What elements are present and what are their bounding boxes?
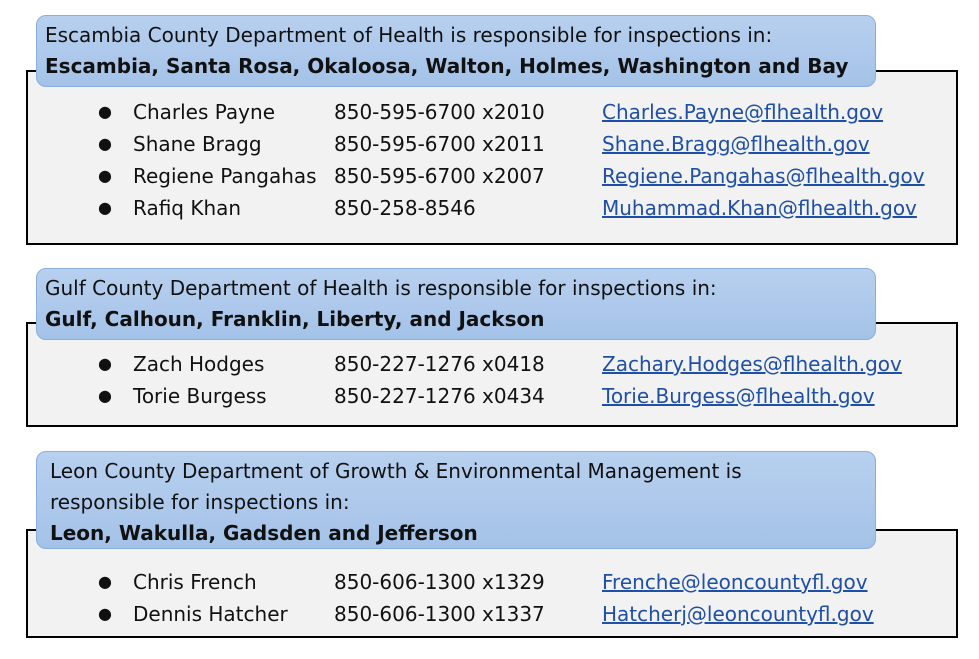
contact-phone: 850-595-6700 x2007	[334, 164, 545, 188]
contact-name: Rafiq Khan	[133, 196, 242, 220]
bullet-icon: ●	[98, 604, 112, 623]
contact-name: Shane Bragg	[133, 132, 262, 156]
contact-email-link[interactable]: Zachary.Hodges@flhealth.gov	[602, 352, 902, 376]
contact-email-link[interactable]: Regiene.Pangahas@flhealth.gov	[602, 164, 925, 188]
header-intro: Gulf County Department of Health is responsible for inspections in:	[45, 276, 717, 300]
contact-name: Charles Payne	[133, 100, 275, 124]
bullet-icon: ●	[98, 198, 112, 217]
contact-phone: 850-595-6700 x2011	[334, 132, 545, 156]
contact-list	[28, 348, 956, 412]
section-header	[36, 451, 876, 549]
list-item	[28, 598, 956, 630]
header-counties: Gulf, Calhoun, Franklin, Liberty, and Jackson	[45, 307, 545, 331]
contact-email-link[interactable]: Torie.Burgess@flhealth.gov	[602, 384, 875, 408]
contact-list	[28, 96, 956, 224]
list-item	[28, 128, 956, 160]
header-intro: Leon County Department of Growth & Environmental Management is responsible for inspections in:	[50, 459, 742, 514]
list-item	[28, 192, 956, 224]
contact-phone: 850-606-1300 x1337	[334, 602, 545, 626]
bullet-icon: ●	[98, 102, 112, 121]
contacts-box	[26, 70, 958, 245]
header-counties: Escambia, Santa Rosa, Okaloosa, Walton, Holmes, Washington and Bay	[45, 54, 849, 78]
bullet-icon: ●	[98, 134, 112, 153]
contact-email-link[interactable]: Hatcherj@leoncountyfl.gov	[602, 602, 874, 626]
contact-email-link[interactable]: Frenche@leoncountyfl.gov	[602, 570, 868, 594]
contact-email-link[interactable]: Charles.Payne@flhealth.gov	[602, 100, 884, 124]
contact-email-link[interactable]: Shane.Bragg@flhealth.gov	[602, 132, 870, 156]
contact-phone: 850-227-1276 x0434	[334, 384, 545, 408]
contact-phone: 850-606-1300 x1329	[334, 570, 545, 594]
contact-name: Chris French	[133, 570, 257, 594]
list-item	[28, 96, 956, 128]
contact-phone: 850-595-6700 x2010	[334, 100, 545, 124]
contact-email-link[interactable]: Muhammad.Khan@flhealth.gov	[602, 196, 917, 220]
contact-phone: 850-258-8546	[334, 196, 476, 220]
bullet-icon: ●	[98, 572, 112, 591]
section-header	[36, 15, 876, 87]
list-item	[28, 380, 956, 412]
header-counties: Leon, Wakulla, Gadsden and Jefferson	[50, 521, 478, 545]
list-item	[28, 160, 956, 192]
contact-name: Zach Hodges	[133, 352, 265, 376]
header-intro: Escambia County Department of Health is responsible for inspections in:	[45, 23, 773, 47]
bullet-icon: ●	[98, 386, 112, 405]
section-header	[36, 268, 876, 340]
contact-name: Dennis Hatcher	[133, 602, 288, 626]
contact-name: Regiene Pangahas	[133, 164, 317, 188]
contact-name: Torie Burgess	[133, 384, 267, 408]
bullet-icon: ●	[98, 166, 112, 185]
list-item	[28, 566, 956, 598]
contact-list	[28, 566, 956, 630]
list-item	[28, 348, 956, 380]
contact-phone: 850-227-1276 x0418	[334, 352, 545, 376]
bullet-icon: ●	[98, 354, 112, 373]
